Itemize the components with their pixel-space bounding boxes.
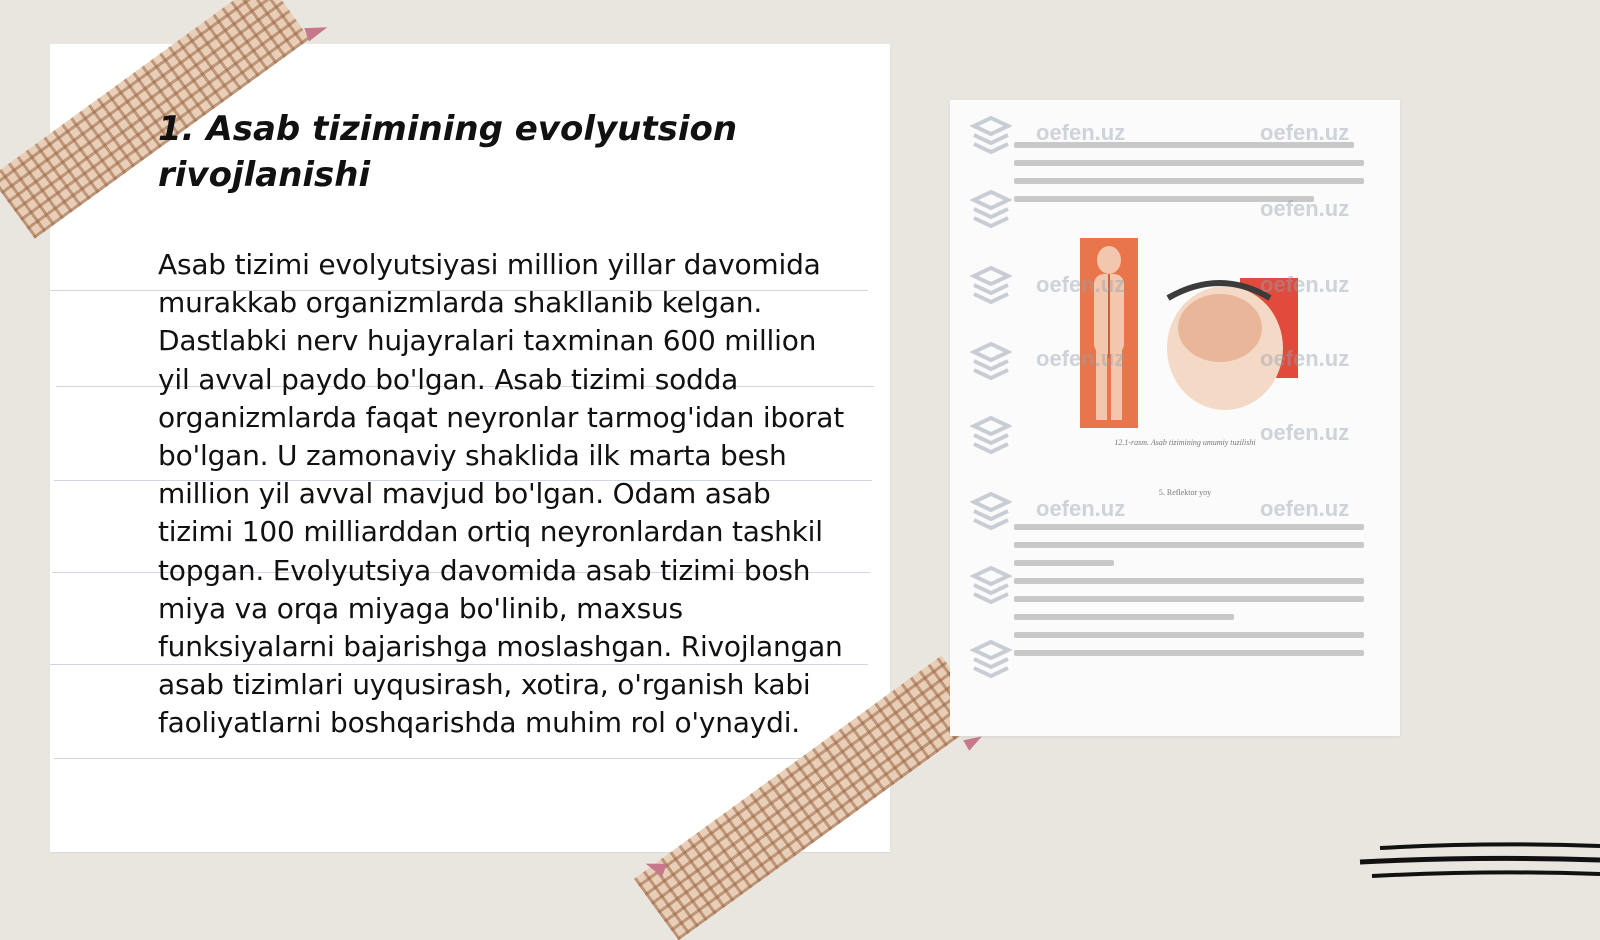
ruled-line [54, 758, 872, 759]
stack-layers-icon [970, 490, 1012, 532]
doc-text-line [1014, 560, 1114, 566]
stack-layers-icon [970, 114, 1012, 156]
slide-title: 1. Asab tizimining evolyutsion rivojlanishi [158, 109, 738, 195]
watermark-text: oefen.uz [1260, 420, 1350, 445]
doc-text-line [1014, 524, 1364, 530]
decorative-strokes [1350, 840, 1600, 900]
watermark-text: oefen.uz [1260, 272, 1350, 297]
doc-text-line [1014, 614, 1234, 620]
anatomy-figure [1080, 238, 1310, 438]
watermark-text: oefen.uz [1260, 196, 1350, 221]
document-image [950, 100, 1400, 736]
stack-layers-icon [970, 188, 1012, 230]
watermark-text: oefen.uz [1260, 346, 1350, 371]
watermark-text: oefen.uz [1260, 496, 1350, 521]
doc-text-line [1014, 542, 1364, 548]
watermark-text: oefen.uz [1036, 272, 1126, 297]
doc-text-line [1014, 578, 1364, 584]
watermark-text: oefen.uz [1036, 496, 1126, 521]
brain-shape [1178, 294, 1262, 362]
doc-text-line [1014, 178, 1364, 184]
doc-text-line [1014, 632, 1364, 638]
doc-text-line [1014, 160, 1364, 166]
slide-body-text: Asab tizimi evolyutsiyasi million yillar davomida murakkab organizmlarda shakllanib kelgan. Dastlabki nerv hujayralari taxminan 600 million yil avval paydo bo'lgan. Asab tizimi sodda organizmlarda faqat neyronlar tarmog'idan iborat bo'lgan. U zamonaviy shaklida ilk marta besh million yil avval mavjud bo'lgan. Odam asab tizimi 100 milliarddan ortiq neyronlardan tashkil topgan. Evolyutsiya davomida asab tizimi bosh miya va orqa miyaga bo'linib, maxsus funksiyalarni bajarishga moslashgan. Rivojlangan asab tizimlari uyqusirash, xotira, o'rganish kabi faoliyatlarni boshqarishda muhim rol o'ynaydi. [158, 248, 844, 740]
watermark-text: oefen.uz [1260, 120, 1350, 145]
stack-layers-icon [970, 340, 1012, 382]
doc-text-line [1014, 650, 1364, 656]
figure-caption: 12.1-rasm. Asab tizimining umumiy tuzilishi [1114, 438, 1256, 447]
section-heading: 5. Reflektor yoy [1158, 488, 1212, 497]
stack-layers-icon [970, 564, 1012, 606]
doc-text-line [1014, 596, 1364, 602]
stack-layers-icon [970, 414, 1012, 456]
watermark-text: oefen.uz [1036, 120, 1126, 145]
stack-layers-icon [970, 638, 1012, 680]
stack-layers-icon [970, 264, 1012, 306]
watermark-text: oefen.uz [1036, 346, 1126, 371]
pin-top [304, 21, 329, 42]
figure-head [1097, 246, 1121, 274]
